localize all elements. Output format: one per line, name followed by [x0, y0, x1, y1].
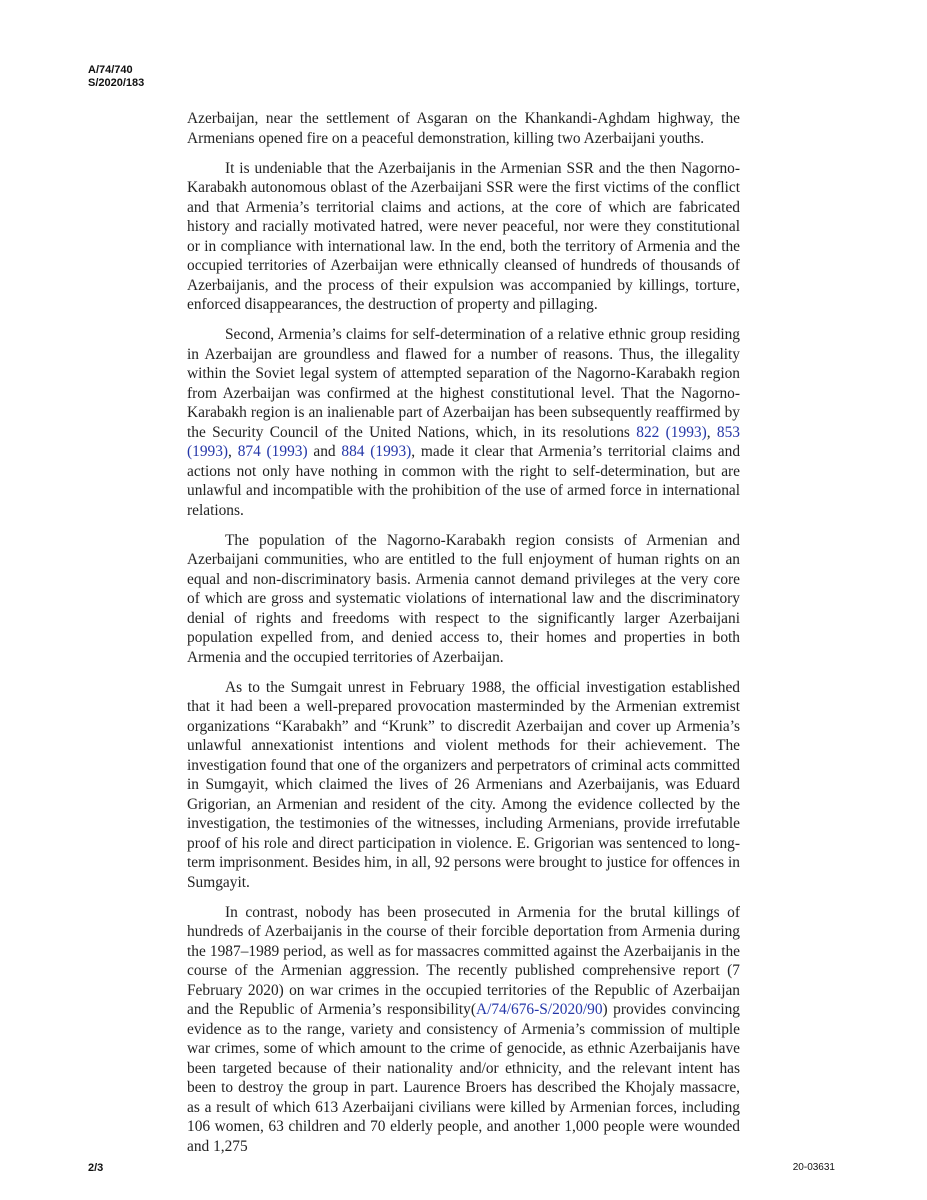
- separator: ,: [706, 423, 717, 441]
- separator: and: [307, 443, 342, 460]
- paragraph-1: Azerbaijan, near the settlement of Asgaran on the Khankandi-Aghdam highway, the Armenians opened fire on a peaceful demonstration, killing two Azerbaijani youths.: [187, 110, 740, 147]
- separator: ,: [228, 443, 238, 460]
- paragraph-2: It is undeniable that the Azerbaijanis in the Armenian SSR and the then Nagorno-Karabakh autonomous oblast of the Azerbaijani SSR were the first victims of the conflict and that Armenia’s territorial claims and actions, at the core of which are fabricated history and racially motivated hatred, were never peaceful, nor were they constitutional or in compliance with international law. In the end, both the territory of Armenia and the occupied territories of Azerbaijan were ethnically cleansed of hundreds of thousands of Azerbaijanis, and the process of their expulsion was accompanied by killings, torture, enforced disappearances, the destruction of property and pillaging.: [187, 159, 740, 313]
- resolution-874-link[interactable]: 874 (1993): [237, 443, 308, 460]
- paragraph-6-text-b: ) provides convincing evidence as to the range, variety and consistency of Armenia’s commission of multiple war crimes, some of which amount to the crime of genocide, as ethnic Azerbaijanis have been targeted because of their nationality and/or ethnicity, and the relevant intent has been to destroy the group in part. Laurence Broers has described the Khojaly massacre, as a result of which 613 Azerbaijani civilians were killed by Armenian forces, including 106 women, 63 children and 70 elderly people, and another 1,000 people were wounded and 1,275: [187, 1001, 740, 1155]
- paragraph-3: [187, 325, 740, 520]
- document-symbol-a: A/74/740: [88, 64, 133, 76]
- report-document-link[interactable]: A/74/676-S/2020/90: [475, 1001, 603, 1018]
- paragraph-6: [187, 903, 740, 1157]
- page-number: 2/3: [88, 1162, 104, 1174]
- resolution-884-link[interactable]: 884 (1993): [341, 443, 412, 460]
- document-body: [187, 109, 740, 1167]
- document-job-number: 20-03631: [792, 1162, 835, 1173]
- paragraph-3-text-a: Second, Armenia’s claims for self-determination of a relative ethnic group residing in Azerbaijan are groundless and flawed for a number of reasons. Thus, the illegality within the Soviet legal system of attempted separation of the Nagorno-Karabakh region from Azerbaijan was confirmed at the highest constitutional level. That the Nagorno-Karabakh region is an inalienable part of Azerbaijan has been subsequently reaffirmed by the Security Council of the United Nations, which, in its resolutions: [187, 326, 740, 441]
- paragraph-6-text-a: In contrast, nobody has been prosecuted in Armenia for the brutal killings of hundreds of Azerbaijanis in the course of their forcible deportation from Armenia during the 1987–1989 period, as well as for massacres committed against the Azerbaijanis in the course of the Armenian aggression. The recently published comprehensive report (7 February 2020) on war crimes in the occupied territories of the Republic of Azerbaijan and the Republic of Armenia’s responsibility(: [187, 903, 740, 1018]
- resolution-853-link[interactable]: 853 (1993): [187, 423, 740, 460]
- document-symbol-s: S/2020/183: [88, 77, 145, 89]
- paragraph-5: As to the Sumgait unrest in February 1988, the official investigation established that it had been a well-prepared provocation masterminded by the Armenian extremist organizations “Karabakh” and “Krunk” to discredit Azerbaijan and cover up Armenia’s unlawful annexationist intentions and violent methods for their achievement. The investigation found that one of the organizers and perpetrators of criminal acts committed in Sumgayit, which claimed the lives of 26 Armenians and Azerbaijanis, was Eduard Grigorian, an Armenian and resident of the city. Among the evidence collected by the investigation, the testimonies of the witnesses, including Armenians, provide irrefutable proof of his role and direct participation in violence. E. Grigorian was sentenced to long-term imprisonment. Besides him, in all, 92 persons were brought to justice for offences in Sumgayit.: [187, 678, 740, 891]
- paragraph-3-text-b: , made it clear that Armenia’s territorial claims and actions not only have nothing in common with the right to self-determination, but are unlawful and incompatible with the prohibition of the use of armed force in international relations.: [187, 443, 741, 519]
- paragraph-4: The population of the Nagorno-Karabakh region consists of Armenian and Azerbaijani communities, who are entitled to the full enjoyment of human rights on an equal and non-discriminatory basis. Armenia cannot demand privileges at the very core of which are gross and systematic violations of international law and the discriminatory denial of rights and freedoms with respect to the significantly larger Azerbaijani population expelled from, and denied access to, their homes and properties in both Armenia and the occupied territories of Azerbaijan.: [187, 531, 740, 666]
- resolution-822-link[interactable]: 822 (1993): [636, 423, 707, 441]
